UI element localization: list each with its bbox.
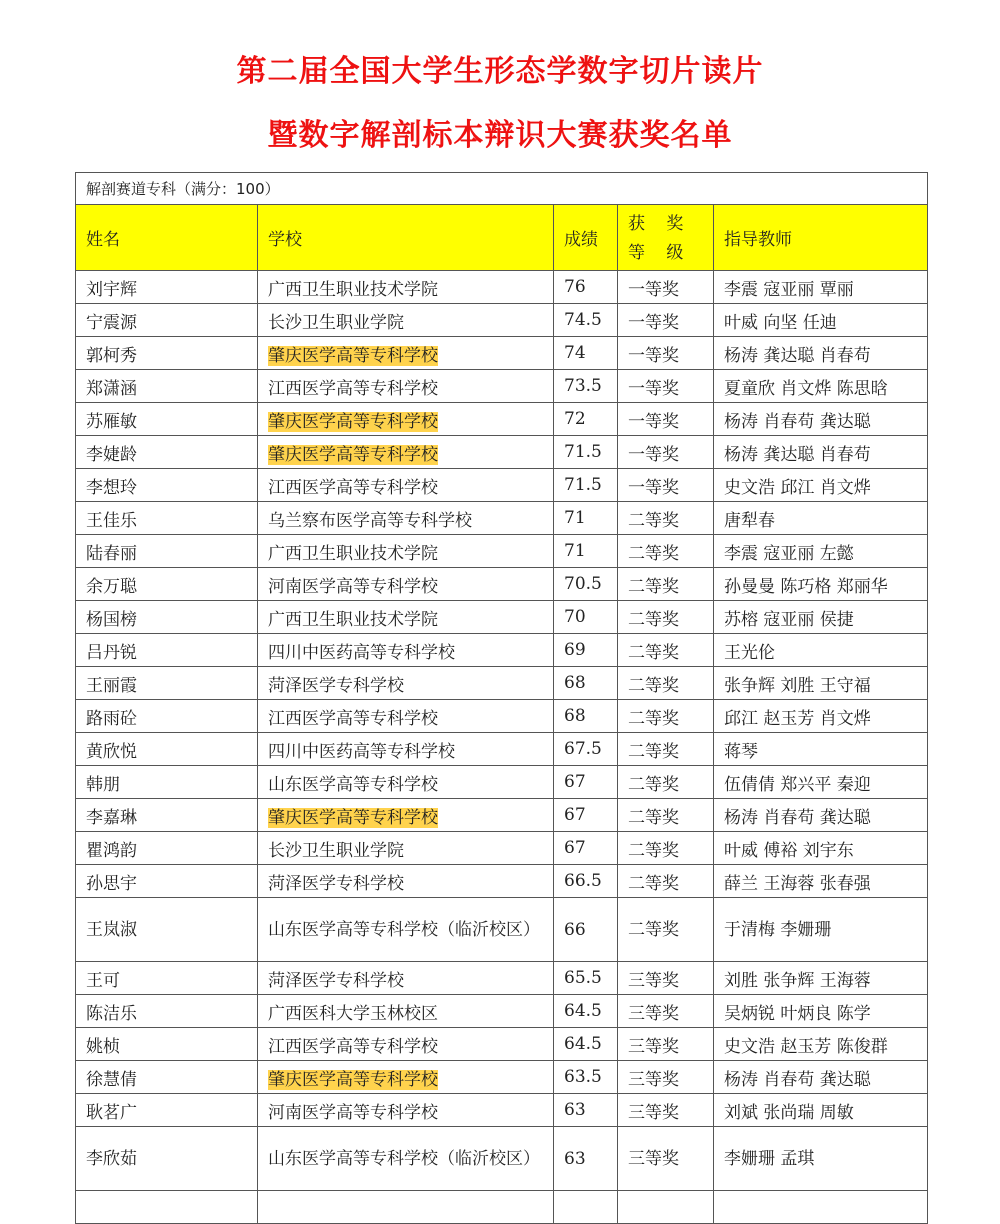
cell-name: 孙思宇 — [76, 865, 258, 898]
cell-teacher: 李姗珊 孟琪 — [714, 1127, 928, 1191]
cell-name: 陈洁乐 — [76, 995, 258, 1028]
cell-score: 67 — [554, 799, 618, 832]
column-header-school: 学校 — [258, 205, 554, 271]
cell-name: 郭柯秀 — [76, 337, 258, 370]
cell-award: 三等奖 — [618, 1061, 714, 1094]
cell-score: 73.5 — [554, 370, 618, 403]
cell-teacher: 李震 寇亚丽 覃丽 — [714, 271, 928, 304]
cell-award — [618, 1191, 714, 1224]
cell-award: 三等奖 — [618, 962, 714, 995]
cell-name: 郑潇涵 — [76, 370, 258, 403]
cell-school — [258, 403, 554, 436]
table-header-row — [76, 205, 928, 271]
cell-school: 长沙卫生职业学院 — [258, 832, 554, 865]
cell-teacher: 夏童欣 肖文烨 陈思晗 — [714, 370, 928, 403]
cell-score: 66 — [554, 898, 618, 962]
cell-award: 一等奖 — [618, 337, 714, 370]
table-row — [76, 962, 928, 995]
cell-award: 二等奖 — [618, 799, 714, 832]
table-row — [76, 766, 928, 799]
cell-teacher: 刘胜 张争辉 王海蓉 — [714, 962, 928, 995]
highlighted-school: 肇庆医学高等专科学校 — [268, 345, 438, 366]
cell-school: 山东医学高等专科学校（临沂校区） — [258, 1127, 554, 1191]
cell-name: 李想玲 — [76, 469, 258, 502]
cell-name: 吕丹锐 — [76, 634, 258, 667]
table-row — [76, 1191, 928, 1224]
cell-award: 三等奖 — [618, 995, 714, 1028]
table-caption-row — [76, 173, 928, 205]
table-row — [76, 634, 928, 667]
cell-school: 江西医学高等专科学校 — [258, 700, 554, 733]
cell-name: 余万聪 — [76, 568, 258, 601]
table-row — [76, 535, 928, 568]
cell-score: 69 — [554, 634, 618, 667]
cell-teacher: 唐犁春 — [714, 502, 928, 535]
cell-award: 二等奖 — [618, 667, 714, 700]
cell-school: 乌兰察布医学高等专科学校 — [258, 502, 554, 535]
table-row — [76, 502, 928, 535]
cell-award: 一等奖 — [618, 304, 714, 337]
column-header-teacher: 指导教师 — [714, 205, 928, 271]
table-row — [76, 667, 928, 700]
table-row — [76, 568, 928, 601]
cell-school: 广西卫生职业技术学院 — [258, 535, 554, 568]
table-row — [76, 995, 928, 1028]
cell-name: 徐慧倩 — [76, 1061, 258, 1094]
highlighted-school: 肇庆医学高等专科学校 — [268, 411, 438, 432]
table-row — [76, 436, 928, 469]
cell-school: 菏泽医学专科学校 — [258, 667, 554, 700]
cell-award: 一等奖 — [618, 469, 714, 502]
table-row — [76, 799, 928, 832]
cell-name: 杨国榜 — [76, 601, 258, 634]
cell-teacher: 杨涛 龚达聪 肖春苟 — [714, 436, 928, 469]
cell-score: 68 — [554, 700, 618, 733]
table-row — [76, 601, 928, 634]
cell-teacher: 蒋琴 — [714, 733, 928, 766]
cell-teacher: 张争辉 刘胜 王守福 — [714, 667, 928, 700]
table-row — [76, 898, 928, 962]
cell-name: 陆春丽 — [76, 535, 258, 568]
cell-score: 67 — [554, 766, 618, 799]
cell-award: 三等奖 — [618, 1094, 714, 1127]
cell-award: 二等奖 — [618, 865, 714, 898]
cell-name: 瞿鸿韵 — [76, 832, 258, 865]
cell-teacher: 孙曼曼 陈巧格 郑丽华 — [714, 568, 928, 601]
cell-teacher: 杨涛 肖春苟 龚达聪 — [714, 1061, 928, 1094]
table-row — [76, 733, 928, 766]
cell-score: 64.5 — [554, 1028, 618, 1061]
cell-score: 64.5 — [554, 995, 618, 1028]
table-body — [76, 271, 928, 1224]
cell-name: 韩朋 — [76, 766, 258, 799]
highlighted-school: 肇庆医学高等专科学校 — [268, 1069, 438, 1090]
cell-name: 王佳乐 — [76, 502, 258, 535]
cell-award: 二等奖 — [618, 601, 714, 634]
table-row — [76, 337, 928, 370]
cell-name: 李婕龄 — [76, 436, 258, 469]
cell-score: 71 — [554, 502, 618, 535]
cell-name: 姚桢 — [76, 1028, 258, 1061]
cell-score — [554, 1191, 618, 1224]
document-title-line-1: 第二届全国大学生形态学数字切片读片 — [236, 54, 764, 89]
table-row — [76, 1094, 928, 1127]
cell-school: 山东医学高等专科学校（临沂校区） — [258, 898, 554, 962]
cell-teacher: 杨涛 肖春苟 龚达聪 — [714, 403, 928, 436]
cell-school — [258, 799, 554, 832]
cell-score: 74 — [554, 337, 618, 370]
cell-award: 一等奖 — [618, 403, 714, 436]
cell-score: 76 — [554, 271, 618, 304]
table-caption: 解剖赛道专科（满分：100） — [76, 173, 928, 205]
cell-teacher: 于清梅 李姗珊 — [714, 898, 928, 962]
document-title-line-2: 暨数字解剖标本辩识大赛获奖名单 — [267, 118, 733, 153]
cell-teacher: 杨涛 肖春苟 龚达聪 — [714, 799, 928, 832]
cell-score: 65.5 — [554, 962, 618, 995]
cell-school: 长沙卫生职业学院 — [258, 304, 554, 337]
cell-teacher: 苏榕 寇亚丽 侯捷 — [714, 601, 928, 634]
cell-teacher: 叶威 向坚 任迪 — [714, 304, 928, 337]
cell-school — [258, 337, 554, 370]
cell-school — [258, 1061, 554, 1094]
cell-award: 二等奖 — [618, 898, 714, 962]
cell-teacher: 邱江 赵玉芳 肖文烨 — [714, 700, 928, 733]
cell-score: 67.5 — [554, 733, 618, 766]
cell-score: 70 — [554, 601, 618, 634]
cell-teacher: 叶威 傅裕 刘宇东 — [714, 832, 928, 865]
table-row — [76, 700, 928, 733]
column-header-score: 成绩 — [554, 205, 618, 271]
cell-name: 刘宇辉 — [76, 271, 258, 304]
cell-award: 二等奖 — [618, 535, 714, 568]
awards-table — [75, 172, 928, 1224]
table-row — [76, 1127, 928, 1191]
cell-score: 71.5 — [554, 469, 618, 502]
cell-teacher: 杨涛 龚达聪 肖春苟 — [714, 337, 928, 370]
cell-school: 广西医科大学玉林校区 — [258, 995, 554, 1028]
cell-teacher: 李震 寇亚丽 左懿 — [714, 535, 928, 568]
cell-award: 三等奖 — [618, 1127, 714, 1191]
table-row — [76, 469, 928, 502]
cell-name: 路雨砼 — [76, 700, 258, 733]
cell-school: 山东医学高等专科学校 — [258, 766, 554, 799]
highlighted-school: 肇庆医学高等专科学校 — [268, 444, 438, 465]
cell-score: 72 — [554, 403, 618, 436]
cell-score: 74.5 — [554, 304, 618, 337]
cell-school: 江西医学高等专科学校 — [258, 370, 554, 403]
cell-school: 广西卫生职业技术学院 — [258, 271, 554, 304]
cell-award: 二等奖 — [618, 502, 714, 535]
cell-score: 67 — [554, 832, 618, 865]
cell-name: 苏雁敏 — [76, 403, 258, 436]
cell-award: 二等奖 — [618, 832, 714, 865]
cell-award: 二等奖 — [618, 733, 714, 766]
cell-school: 广西卫生职业技术学院 — [258, 601, 554, 634]
cell-award: 一等奖 — [618, 271, 714, 304]
cell-school: 四川中医药高等专科学校 — [258, 634, 554, 667]
column-header-award: 获 奖 等 级 — [618, 205, 714, 271]
cell-name: 王丽霞 — [76, 667, 258, 700]
cell-award: 二等奖 — [618, 568, 714, 601]
table-row — [76, 271, 928, 304]
cell-school — [258, 1191, 554, 1224]
cell-name: 李欣茹 — [76, 1127, 258, 1191]
cell-score: 71.5 — [554, 436, 618, 469]
cell-name: 王岚淑 — [76, 898, 258, 962]
table-row — [76, 370, 928, 403]
cell-teacher: 伍倩倩 郑兴平 秦迎 — [714, 766, 928, 799]
cell-school: 江西医学高等专科学校 — [258, 469, 554, 502]
cell-name: 黄欣悦 — [76, 733, 258, 766]
cell-name: 李嘉琳 — [76, 799, 258, 832]
cell-score: 71 — [554, 535, 618, 568]
cell-teacher: 史文浩 邱江 肖文烨 — [714, 469, 928, 502]
cell-score: 63 — [554, 1127, 618, 1191]
cell-teacher: 薛兰 王海蓉 张春强 — [714, 865, 928, 898]
cell-teacher: 王光伦 — [714, 634, 928, 667]
cell-award: 一等奖 — [618, 370, 714, 403]
cell-school: 河南医学高等专科学校 — [258, 568, 554, 601]
cell-school: 菏泽医学专科学校 — [258, 962, 554, 995]
cell-award: 二等奖 — [618, 700, 714, 733]
cell-teacher: 刘斌 张尚瑞 周敏 — [714, 1094, 928, 1127]
cell-school: 河南医学高等专科学校 — [258, 1094, 554, 1127]
cell-name: 宁震源 — [76, 304, 258, 337]
column-header-name: 姓名 — [76, 205, 258, 271]
cell-award: 三等奖 — [618, 1028, 714, 1061]
cell-score: 63.5 — [554, 1061, 618, 1094]
cell-name: 王可 — [76, 962, 258, 995]
table-row — [76, 304, 928, 337]
cell-school: 菏泽医学专科学校 — [258, 865, 554, 898]
cell-score: 68 — [554, 667, 618, 700]
table-row — [76, 1028, 928, 1061]
cell-award: 一等奖 — [618, 436, 714, 469]
cell-score: 70.5 — [554, 568, 618, 601]
cell-school — [258, 436, 554, 469]
highlighted-school: 肇庆医学高等专科学校 — [268, 807, 438, 828]
table-row — [76, 1061, 928, 1094]
table-row — [76, 403, 928, 436]
cell-school: 江西医学高等专科学校 — [258, 1028, 554, 1061]
cell-teacher: 史文浩 赵玉芳 陈俊群 — [714, 1028, 928, 1061]
cell-school: 四川中医药高等专科学校 — [258, 733, 554, 766]
cell-award: 二等奖 — [618, 634, 714, 667]
cell-teacher — [714, 1191, 928, 1224]
table-row — [76, 865, 928, 898]
cell-score: 66.5 — [554, 865, 618, 898]
cell-score: 63 — [554, 1094, 618, 1127]
cell-name — [76, 1191, 258, 1224]
cell-award: 二等奖 — [618, 766, 714, 799]
table-row — [76, 832, 928, 865]
cell-name: 耿茗广 — [76, 1094, 258, 1127]
cell-teacher: 吴炳锐 叶炳良 陈学 — [714, 995, 928, 1028]
